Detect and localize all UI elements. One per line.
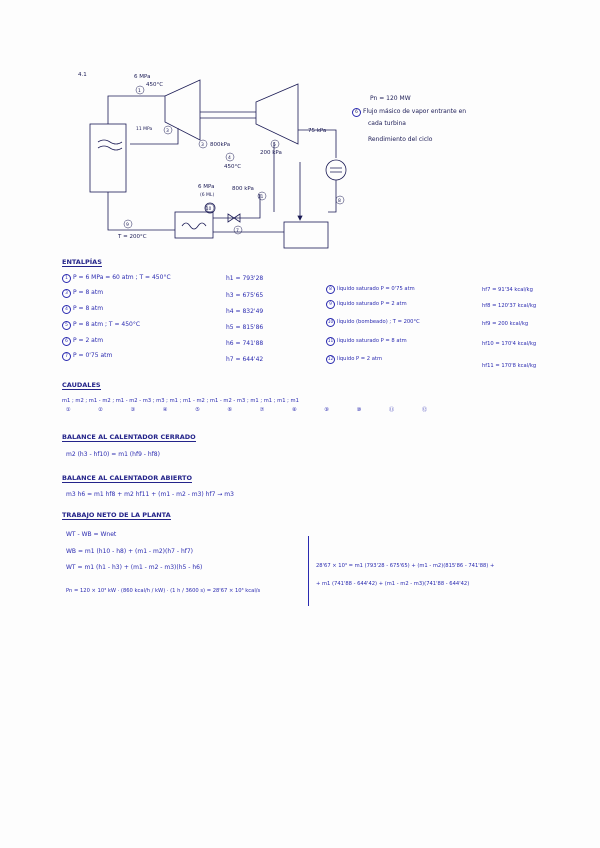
cerrado-heading: BALANCE AL CALENTADOR CERRADO — [62, 433, 196, 441]
svg-text:8: 8 — [338, 199, 341, 204]
svg-text:10: 10 — [206, 206, 212, 211]
enthalpy-value-6: h6 = 741'88 — [226, 340, 264, 347]
line-exhaust — [298, 130, 336, 158]
enthalpy-value-11: hf10 = 170'4 kcal/kg — [482, 341, 537, 347]
svg-text:(6 ML): (6 ML) — [200, 193, 215, 198]
trabajo-right-2: + m1 (741'88 - 644'42) + (m1 - m2 - m3)(741'88 - 644'42) — [316, 581, 470, 587]
valve-pressure: 800 kPa — [232, 186, 254, 192]
state-1: 1 — [138, 89, 141, 94]
turbine-1 — [165, 80, 200, 140]
cerrado-equation: m2 (h3 - hf10) = m1 (hf9 - hf8) — [66, 451, 160, 458]
closed-heater — [175, 212, 213, 238]
turbine-2 — [256, 84, 298, 144]
enthalpy-value-9: hf8 = 120'37 kcal/kg — [482, 303, 537, 309]
enthalpy-value-4: h4 = 832'49 — [226, 308, 264, 315]
note-state-marker: 6 — [352, 108, 361, 117]
enthalpy-row-12: 12 líquido P = 2 atm — [327, 356, 383, 362]
svg-text:3: 3 — [201, 143, 204, 148]
enthalpy-row-8: 8 líquido saturado P = 0'75 atm — [326, 285, 415, 294]
extraction-pressure: 200 kPa — [260, 150, 282, 156]
caudales-states: ① ② ③ ④ ⑤ ⑥ ⑦ ⑧ ⑨ ⑩ ⑪ ⑫ — [66, 407, 441, 413]
enthalpy-value-8: hf7 = 91'34 kcal/kg — [482, 287, 533, 293]
closed-heater-coil — [182, 223, 206, 229]
line-pump-low — [328, 200, 336, 212]
enthalpy-value-3: h3 = 675'65 — [226, 292, 264, 299]
note-efficiency: Rendimiento del ciclo — [368, 136, 433, 143]
enthalpy-row-11: 11 líquido saturado P = 8 atm — [327, 338, 407, 344]
enthalpy-row-7: 7 P = 0'75 atm — [62, 352, 112, 361]
trabajo-eq4: Pn = 120 × 10³ kW · (860 kcal/h / kW) · (1 h / 3600 s) = 28'67 × 10³ kcal/s — [66, 588, 261, 594]
line-valve — [213, 194, 260, 218]
cycle-diagram — [60, 62, 540, 252]
abierto-heading: BALANCE AL CALENTADOR ABIERTO — [62, 474, 192, 482]
svg-text:4: 4 — [228, 156, 231, 161]
reheat-pressure: 800kPa — [210, 142, 231, 148]
line-boiler-turbine — [108, 96, 165, 124]
boiler — [90, 124, 126, 192]
enthalpy-row-1: 1 P = 6 MPa = 60 atm ; T = 450°C — [62, 274, 171, 283]
boiler-inlet-temp: T = 200°C — [118, 234, 147, 240]
enthalpy-row-3: 3 P = 8 atm — [62, 289, 103, 298]
problem-number: 4.1 — [78, 72, 87, 78]
trabajo-eq3: WT = m1 (h1 - h3) + (m1 - m2 - m3)(h5 - h6) — [66, 564, 203, 571]
note-mass-flow: 6 Flujo másico de vapor entrante en — [352, 108, 466, 117]
abierto-equation: m3 h6 = m1 hf8 + m2 hf11 + (m1 - m2 - m3) hf7 → m3 — [66, 491, 234, 498]
enthalpy-value-10: hf9 = 200 kcal/kg — [482, 321, 529, 327]
svg-text:9: 9 — [126, 223, 129, 228]
enthalpy-row-5: 5 P = 8 atm ; T = 450°C — [62, 321, 140, 330]
svg-text:3: 3 — [166, 129, 169, 134]
note-power: Pn = 120 MW — [370, 95, 411, 102]
enthalpy-value-1: h1 = 793'28 — [226, 275, 264, 282]
caudales-line: m1 ; m2 ; m1 - m2 ; m1 - m2 - m3 ; m3 ; m1 ; m1 - m2 ; m1 - m2 - m3 ; m1 ; m1 ; m1 ; m1 — [62, 398, 299, 404]
enthalpies-heading: ENTALPÍAS — [62, 258, 102, 266]
svg-text:5: 5 — [273, 143, 276, 148]
line-heater-boiler — [108, 192, 175, 230]
state3-pressure: 11 MPa — [136, 127, 153, 132]
enthalpy-value-5: h5 = 815'86 — [226, 324, 264, 331]
enthalpy-row-10: 10 líquido (bombeado) ; T = 200°C — [327, 319, 420, 325]
open-heater — [284, 222, 328, 248]
svg-text:7: 7 — [236, 229, 239, 234]
trabajo-eq2: WB = m1 (h10 - h8) + (m1 - m2)(h7 - hf7) — [66, 548, 194, 555]
enthalpy-row-4: 4 P = 8 atm — [62, 305, 103, 314]
enthalpy-row-9: 9 líquido saturado P = 2 atm — [326, 300, 407, 309]
note-mass-flow-2: cada turbina — [368, 120, 406, 127]
exhaust-pressure: 75 kPa — [308, 128, 327, 134]
inlet-pressure: 6 MPa — [134, 74, 151, 80]
state4-temp: 450°C — [224, 164, 242, 170]
condenser — [326, 160, 346, 180]
inlet-temp: 450°C — [146, 82, 164, 88]
trabajo-eq1: WT - WB = Wnet — [66, 531, 117, 538]
enthalpy-row-6: 6 P = 2 atm — [62, 337, 103, 346]
trabajo-heading: TRABAJO NETO DE LA PLANTA — [62, 511, 171, 519]
pump-pressure: 6 MPa — [198, 184, 215, 190]
enthalpy-value-12: hf11 = 170'8 kcal/kg — [482, 363, 537, 369]
trabajo-right-1: 28'67 × 10³ = m1 (793'28 - 675'65) + (m1 - m2)(815'86 - 741'88) + — [316, 563, 495, 569]
trabajo-right-bracket — [308, 536, 315, 606]
boiler-coil — [98, 140, 122, 150]
enthalpy-value-7: h7 = 644'42 — [226, 356, 264, 363]
svg-text:11: 11 — [258, 194, 264, 199]
caudales-heading: CAUDALES — [62, 381, 101, 389]
